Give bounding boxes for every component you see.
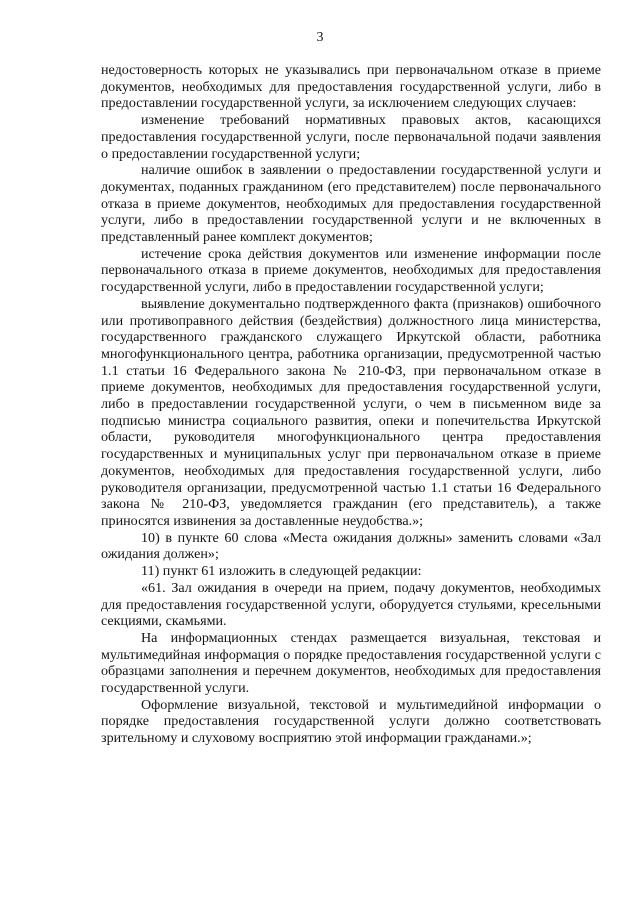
paragraph-exceptions-intro: недостоверность которых не указывались при первоначальном отказе в приеме документов, необходимых для предоставления государственной услуги, либо в предоставлении государственной услуги, за исключением следующих случаев: bbox=[101, 62, 601, 112]
paragraph-info-stands: На информационных стендах размещается визуальная, текстовая и мультимедийная информация о порядке предоставления государственной услуги с образцами заполнения и перечнем документов, необходимых для предоставления государственной услуги. bbox=[101, 629, 601, 697]
paragraph-item-10: 10) в пункте 60 слова «Места ожидания должны» заменить словами «Зал ожидания должен»; bbox=[101, 529, 601, 563]
paragraph-item-11: 11) пункт 61 изложить в следующей редакции: bbox=[141, 563, 422, 580]
paragraph-erroneous-action: выявление документально подтвержденного факта (признаков) ошибочного или противоправного действия (бездействия) должностного лица министерства, государственного гражданского служащего Иркутской области, работника многофункционального центра, работника организации, предусмотренной частью 1.1 статьи 16 Федерального закона № 210-ФЗ, при первоначальном отказе в приеме документов, необходимых для предоставления государственной услуги, либо в предоставлении государственной услуги, о чем в письменном виде за подписью министра социального развития, опеки и попечительства Иркутской области, руководителя многофункционального центра предоставления государственных и муниципальных услуг при первоначальном отказе в приеме документов, необходимых для предоставления государственной услуги, либо руководителя организации, предусмотренной частью 1.1 статьи 16 Федерального закона № 210-ФЗ, уведомляется гражданин (его представитель), а также приносятся извинения за доставленные неудобства.»; bbox=[101, 295, 601, 529]
paragraph-info-design: Оформление визуальной, текстовой и мультимедийной информации о порядке предоставления государственной услуги должно соответствовать зрительному и слуховому восприятию этой информации гражданами.»; bbox=[101, 696, 601, 747]
paragraph-documents-expiry: истечение срока действия документов или изменение информации после первоначального отказа в приеме документов, необходимых для предоставления государственной услуги, либо в предоставлении государственной услуги; bbox=[101, 245, 601, 296]
paragraph-legal-change: изменение требований нормативных правовых актов, касающихся предоставления государственной услуги, после первоначальной подачи заявления о предоставлении государственной услуги; bbox=[101, 112, 601, 162]
page-number: 3 bbox=[316, 30, 324, 45]
document-body bbox=[101, 62, 601, 747]
paragraph-errors-in-application: наличие ошибок в заявлении о предоставлении государственной услуги и документах, поданных гражданином (его представителем) после первоначального отказа в приеме документов, необходимых для предоставления государственной услуги, либо в предоставлении государственной услуги и не включенных в представленный ранее комплект документов; bbox=[101, 162, 601, 246]
paragraph-point-61: «61. Зал ожидания в очереди на прием, подачу документов, необходимых для предоставления государственной услуги, оборудуется стульями, кресельными секциями, скамьями. bbox=[101, 579, 601, 630]
